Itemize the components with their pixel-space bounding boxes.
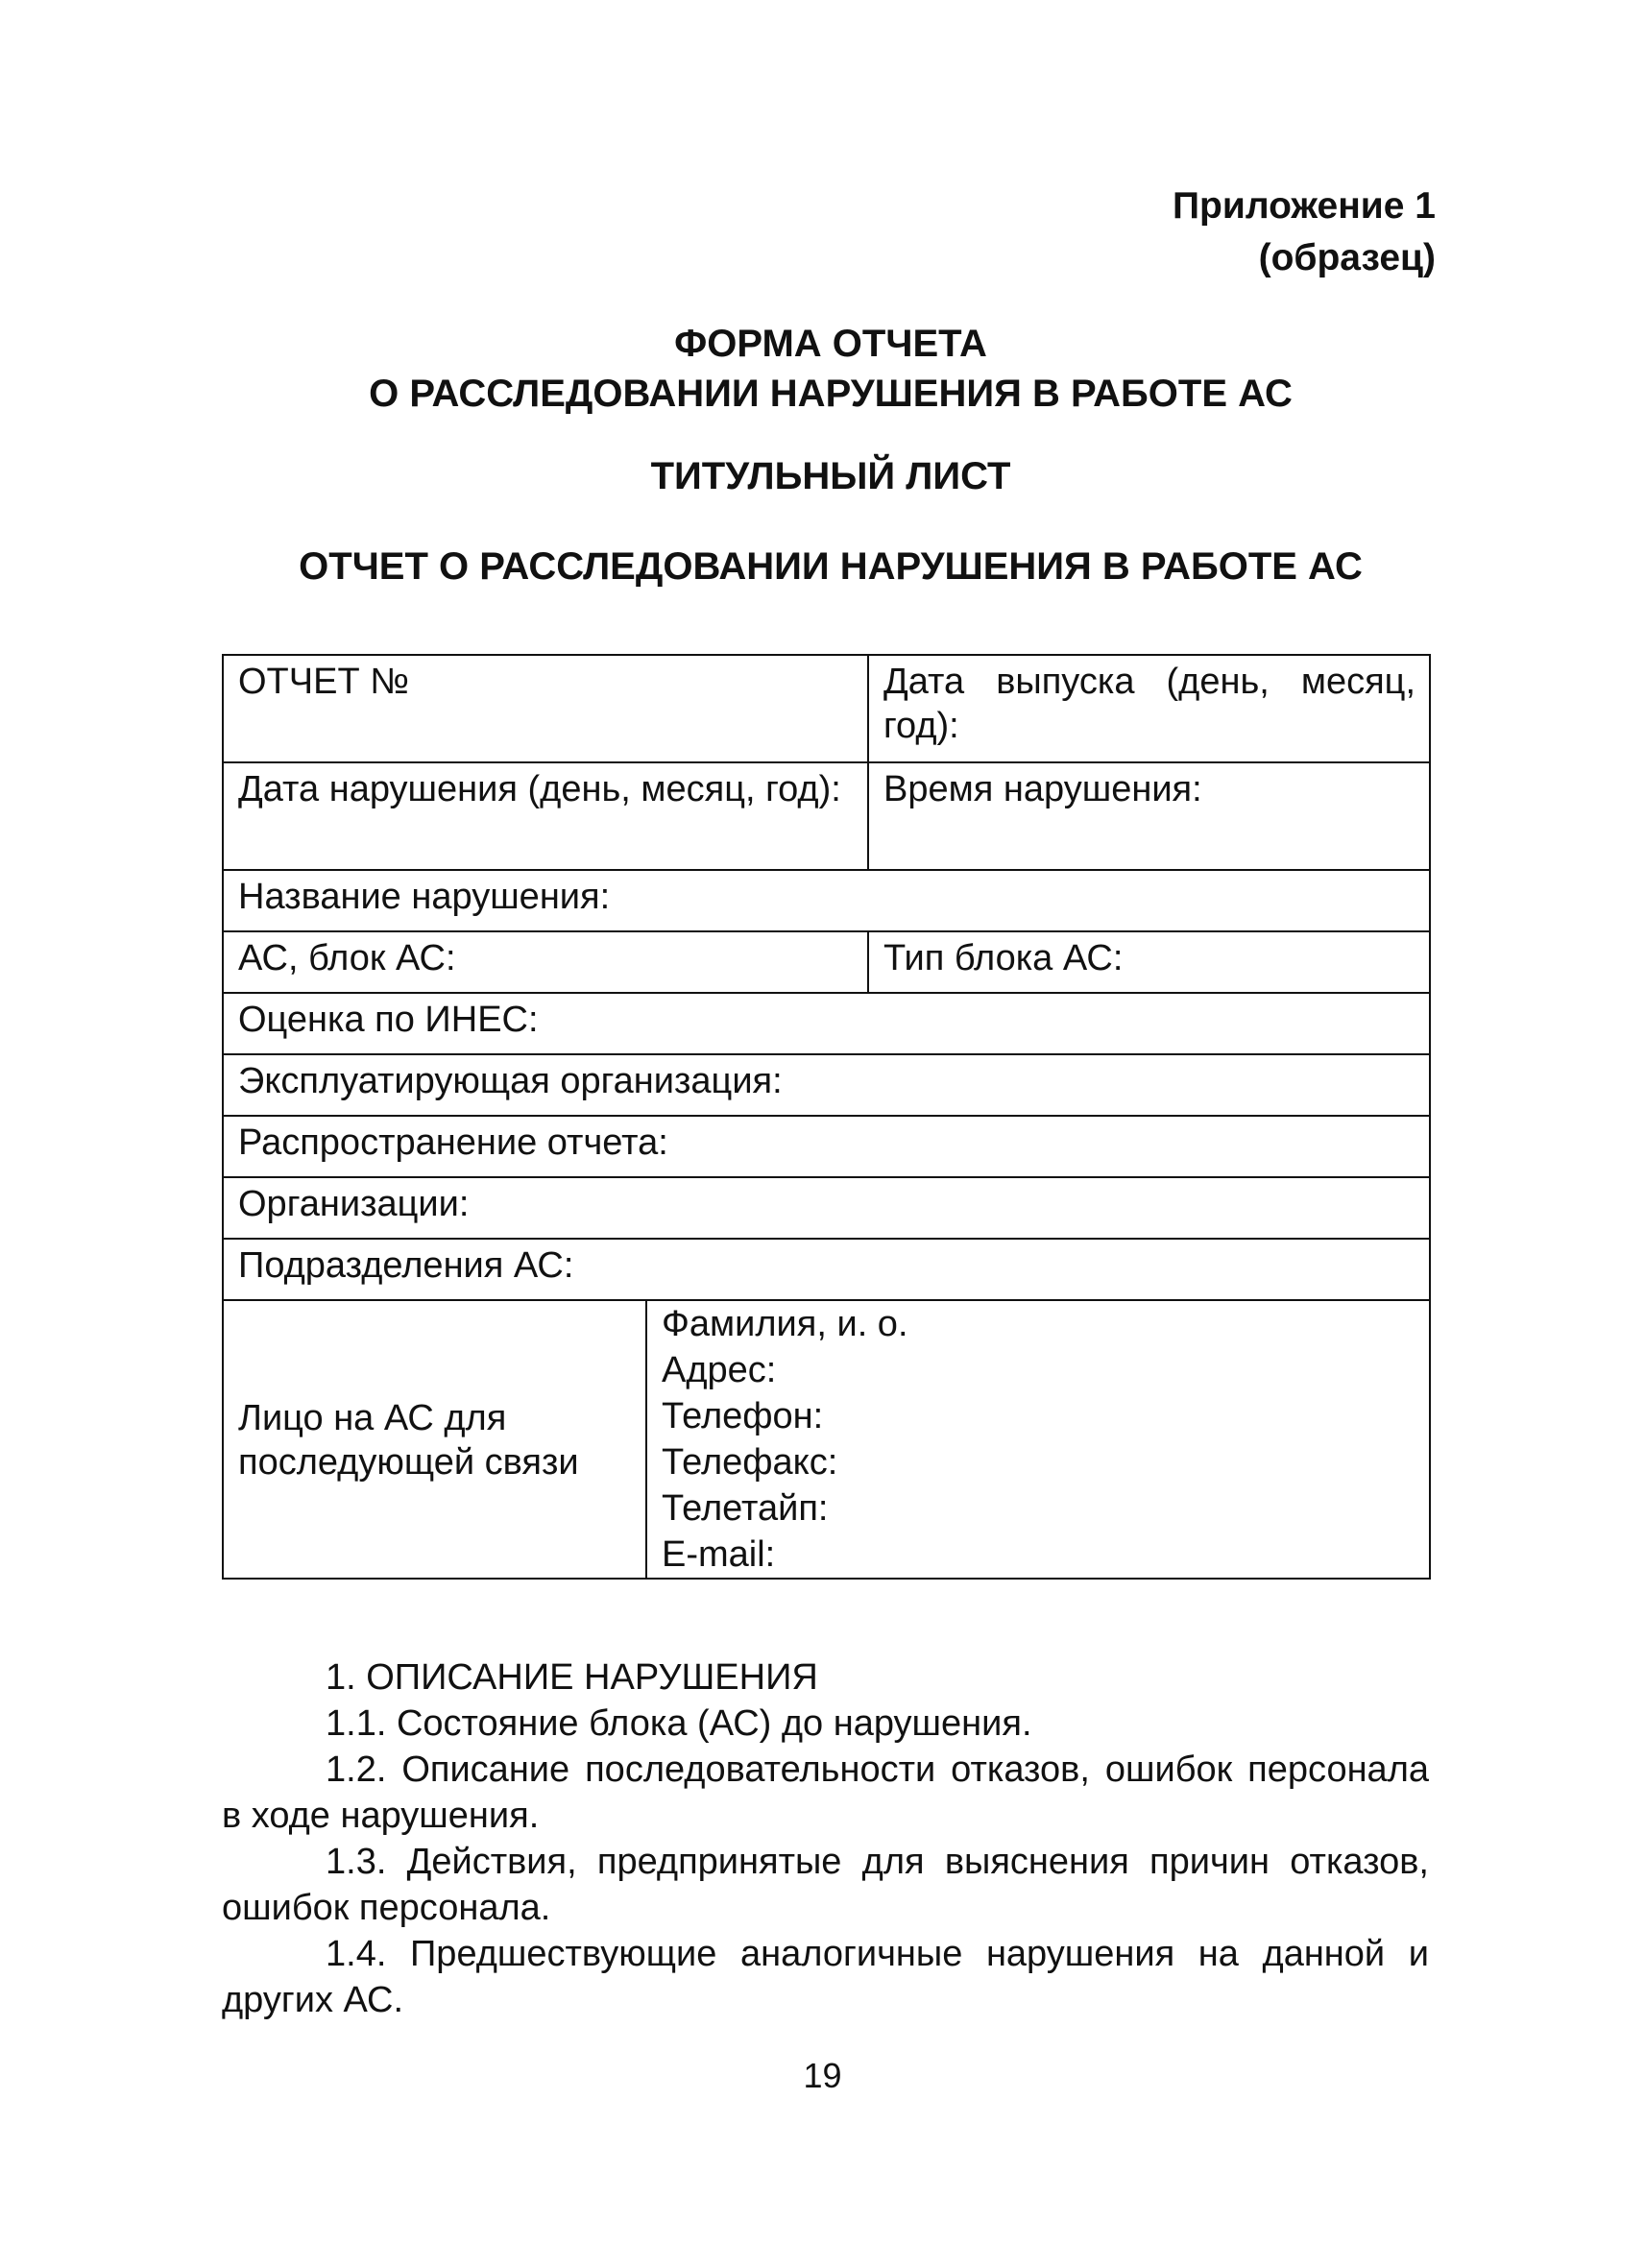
- list-item: 1.4. Предшествующие аналогичные нарушения на данной и других АС.: [222, 1934, 1429, 2020]
- table-row: [223, 870, 1430, 931]
- form-title-line1: ФОРМА ОТЧЕТА: [674, 323, 987, 365]
- ines-rating-field: Оценка по ИНЕС:: [223, 993, 1430, 1054]
- violation-date-field: Дата нарушения (день, месяц, год):: [223, 762, 868, 870]
- organizations-field: Организации:: [223, 1177, 1430, 1239]
- list-item: 1.2. Описание последовательности отказов, ошибок персонала в ходе нарушения.: [222, 1749, 1429, 1836]
- contact-teletype-line: Телетайп:: [662, 1488, 829, 1529]
- npp-divisions-field: Подразделения АС:: [223, 1239, 1430, 1300]
- form-title: [221, 319, 1440, 419]
- form-title-line2: О РАССЛЕДОВАНИИ НАРУШЕНИЯ В РАБОТЕ АС: [369, 373, 1293, 415]
- table-row: [223, 931, 1430, 993]
- section-heading: 1. ОПИСАНИЕ НАРУШЕНИЯ: [326, 1657, 818, 1698]
- page-number: 19: [803, 2056, 842, 2095]
- issue-date-field: Дата выпуска (день, месяц, год):: [868, 655, 1430, 762]
- contact-email-line: E-mail:: [662, 1534, 776, 1575]
- table-row: [223, 1054, 1430, 1116]
- contact-address-line: Адрес:: [662, 1350, 777, 1390]
- list-item: 1.1. Состояние блока (АС) до нарушения.: [326, 1703, 1032, 1744]
- title-sheet-heading: ТИТУЛЬНЫЙ ЛИСТ: [650, 455, 1011, 497]
- section-violation-description: [222, 1654, 1429, 2023]
- violation-name-field: Название нарушения:: [223, 870, 1430, 931]
- table-row: [223, 1177, 1430, 1239]
- table-row: [223, 1116, 1430, 1177]
- contact-name-line: Фамилия, и. о.: [662, 1304, 908, 1344]
- appendix-label: [1173, 181, 1436, 284]
- table-row: [223, 1300, 1430, 1579]
- table-row: [223, 655, 1430, 762]
- appendix-sample-note: (образец): [1258, 237, 1436, 278]
- report-number-field: ОТЧЕТ №: [223, 655, 868, 762]
- unit-type-field: Тип блока АС:: [868, 931, 1430, 993]
- report-distribution-field: Распространение отчета:: [223, 1116, 1430, 1177]
- contact-fax-line: Телефакс:: [662, 1442, 838, 1483]
- list-item: 1.3. Действия, предпринятые для выяснения причин отказов, ошибок персонала.: [222, 1842, 1429, 1928]
- contact-phone-line: Телефон:: [662, 1396, 824, 1436]
- contact-details: [646, 1300, 1430, 1579]
- table-row: [223, 1239, 1430, 1300]
- npp-unit-field: АС, блок АС:: [223, 931, 868, 993]
- violation-time-field: Время нарушения:: [868, 762, 1430, 870]
- operating-organization-field: Эксплуатирующая организация:: [223, 1054, 1430, 1116]
- report-title-table: [222, 654, 1431, 1580]
- report-title-heading: ОТЧЕТ О РАССЛЕДОВАНИИ НАРУШЕНИЯ В РАБОТЕ АС: [299, 545, 1363, 588]
- table-row: [223, 762, 1430, 870]
- appendix-number: Приложение 1: [1173, 185, 1436, 227]
- table-row: [223, 993, 1430, 1054]
- contact-person-label: Лицо на АС для последующей связи: [223, 1300, 646, 1579]
